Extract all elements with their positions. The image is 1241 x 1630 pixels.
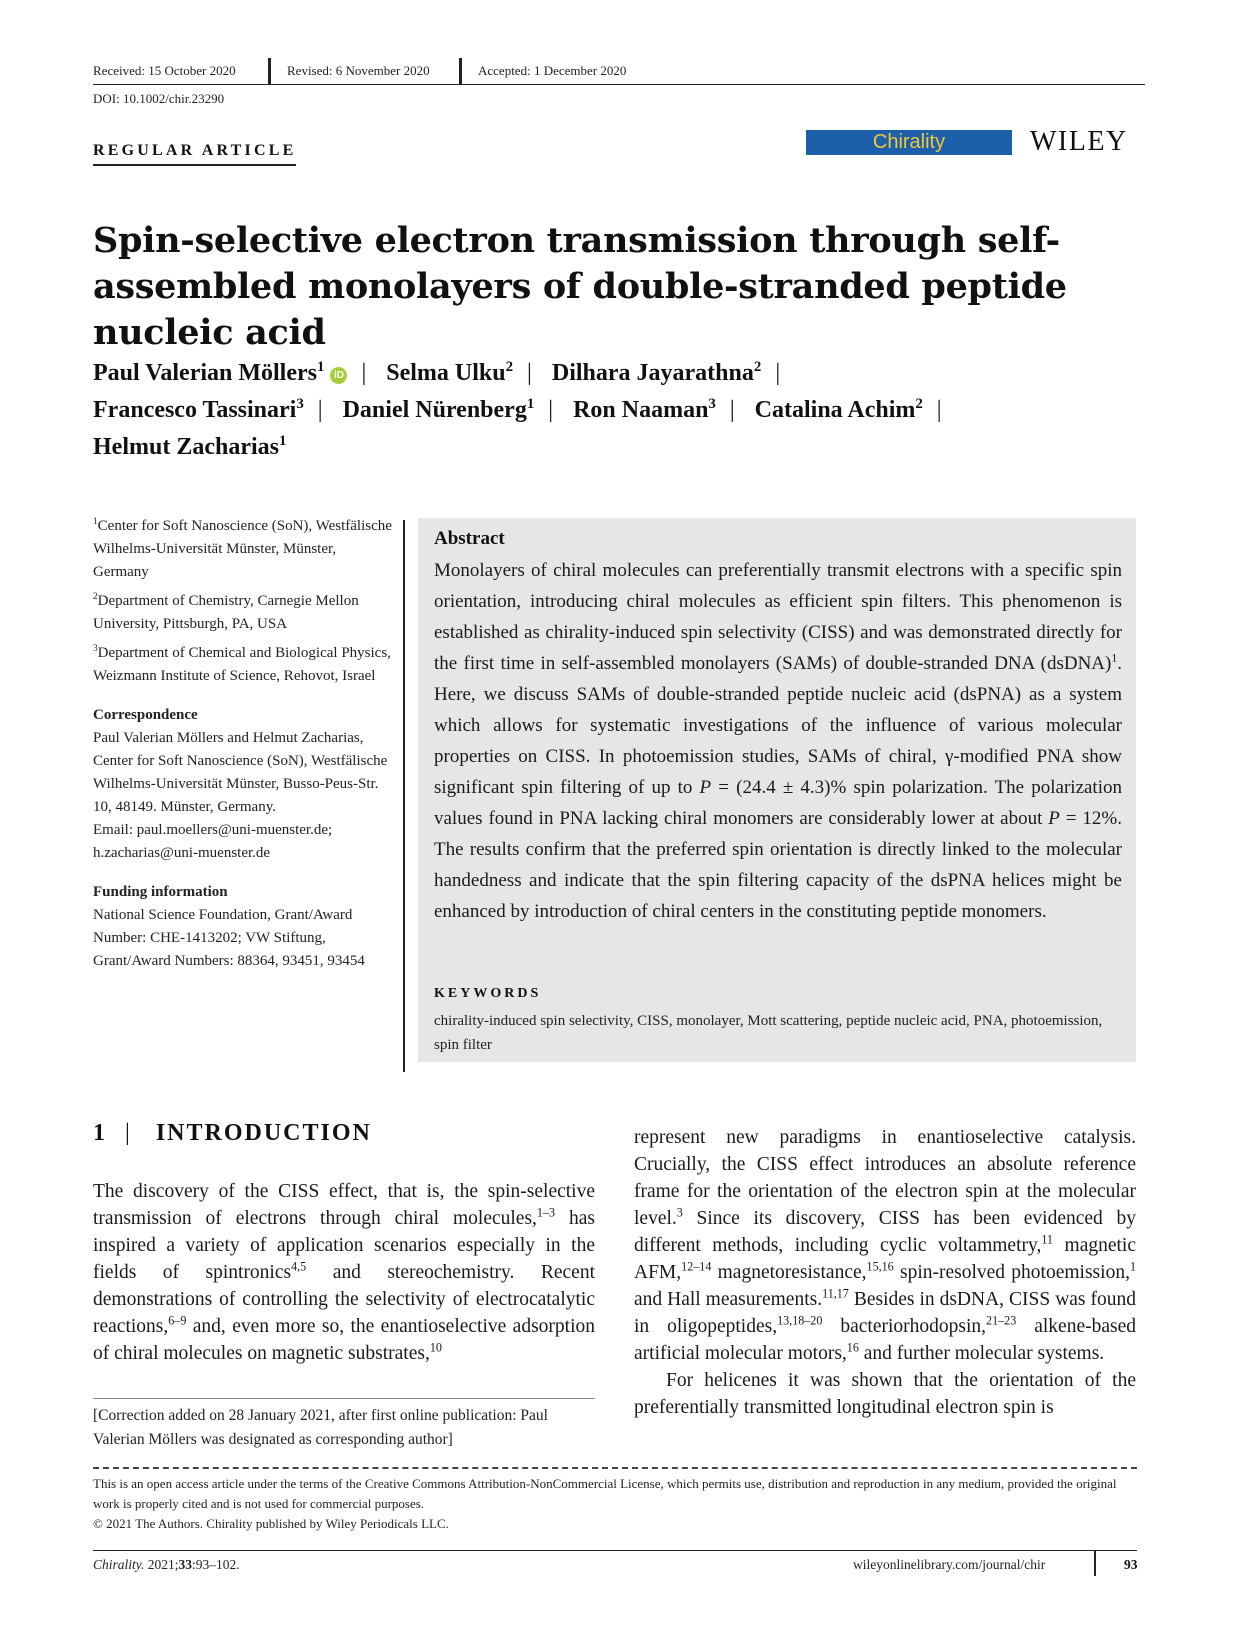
- header-divider: [459, 58, 462, 84]
- correspondence-heading: Correspondence: [93, 707, 198, 723]
- citation-ref[interactable]: 1–3: [536, 1205, 556, 1220]
- text-run: has inspired a variety of application scenarios especially in the fields of spintronics: [93, 1208, 595, 1283]
- author-name[interactable]: Paul Valerian Möllers$^1$: [93, 359, 325, 386]
- abstract-text: Monolayers of chiral molecules can preferentially transmit electrons with a specific spin orientation, introducing chiral molecules as efficient spin filters. This phenomenon is established as chirality-induced spin selectivity (CISS) and was demonstrated directly for the first time in self-assembled monolayers (SAMs) of double-stranded DNA (dsDNA)$^1$. Here, we discuss SAMs of double-stranded peptide nucleic acid (dsPNA) as a system which allows for systematic investigations of the influence of various molecular properties on CISS. In photoemission studies, SAMs of chiral, γ-modified PNA show significant spin filtering of up to P = (24.4 ± 4.3)% spin polarization. The polarization values found in PNA lacking chiral monomers are considerably lower at about P = 12%. The results confirm that the preferred spin orientation is directly linked to the molecular handedness and indicate that the spin filtering capacity of the dsPNA helices might be enhanced by introduction of chiral centers in the constituting peptide monomers.: [434, 560, 1123, 922]
- funding-heading: Funding information: [93, 884, 228, 900]
- footer-divider: [1094, 1550, 1096, 1576]
- correspondence-text: Paul Valerian Möllers and Helmut Zacharias, Center for Soft Nanoscience (SoN), Westfälische Wilhelms-Universität Münster, Busso-Peus-Str. 10, 48149. Münster, Germany.: [93, 730, 388, 815]
- text-run: spin-resolved photoemission,: [893, 1262, 1130, 1283]
- text-run: and further molecular systems.: [858, 1343, 1105, 1364]
- license-divider: [93, 1467, 1137, 1469]
- author-name[interactable]: Dilhara Jayarathna$^2$: [551, 359, 762, 386]
- citation-ref[interactable]: 21–23: [986, 1313, 1017, 1328]
- affiliations-panel: [93, 515, 393, 973]
- article-title: Spin-selective electron transmission through self-assembled monolayers of double-stranded peptide nucleic acid: [93, 220, 1067, 353]
- affiliation: $^3$Department of Chemical and Biological Physics, Weizmann Institute of Science, Rehovot, Israel: [93, 644, 391, 684]
- intro-paragraph-left: [93, 1178, 595, 1367]
- citation-ref[interactable]: 6–9: [168, 1313, 187, 1328]
- text-run: bacteriorhodopsin,: [822, 1316, 987, 1337]
- text-run: Since its discovery, CISS has been evidenced by different methods, including cyclic voltammetry,: [634, 1208, 1136, 1256]
- keywords-heading: KEYWORDS: [434, 986, 542, 1001]
- note-rule: [93, 1398, 595, 1399]
- column-divider: [403, 520, 405, 1072]
- license-text: This is an open access article under the terms of the Creative Commons Attribution-NonCommercial License, which permits use, distribution and reproduction in any medium, provided the original work is properly cited and is not used for commercial purposes. © 2021 The Authors. Chirality published by Wiley Periodicals LLC.: [93, 1476, 1117, 1531]
- intro-paragraph-right-2: For helicenes it was shown that the orientation of the preferentially transmitted longitudinal electron spin is: [634, 1370, 1136, 1418]
- text-run: and Hall measurements.: [634, 1289, 823, 1310]
- author-name[interactable]: Ron Naaman$^3$: [573, 396, 716, 423]
- author-name[interactable]: Daniel Nürenberg$^1$: [342, 396, 535, 423]
- funding-text: National Science Foundation, Grant/Award Number: CHE-1413202; VW Stiftung, Grant/Award Numbers: 88364, 93451, 93454: [93, 907, 365, 969]
- revised-date: Revised: 6 November 2020: [287, 63, 430, 78]
- footer-rule: [93, 1550, 1137, 1551]
- journal-logo: Chirality: [806, 130, 1012, 155]
- text-run: and stereochemistry. Recent demonstrations of controlling the selectivity of electrocatalytic reactions,: [93, 1262, 596, 1337]
- citation-ref[interactable]: 13,18–20: [777, 1313, 823, 1328]
- text-run: The discovery of the CISS effect, that is, the spin-selective transmission of electrons through chiral molecules,: [93, 1181, 595, 1229]
- received-date: Received: 15 October 2020: [93, 63, 236, 78]
- intro-paragraph-right: [634, 1124, 1136, 1367]
- text-run: magnetic AFM,: [634, 1235, 1136, 1283]
- header-divider: [268, 58, 271, 84]
- citation-ref[interactable]: 16: [846, 1340, 859, 1355]
- author-name[interactable]: Francesco Tassinari$^3$: [93, 396, 304, 423]
- affiliation: $^1$Center for Soft Nanoscience (SoN), Westfälische Wilhelms-Universität Münster, Münster, Germany: [93, 517, 392, 580]
- text-run: magnetoresistance,: [711, 1262, 867, 1283]
- text-run: and, even more so, the enantioselective adsorption of chiral molecules on magnetic substrates,: [93, 1316, 595, 1364]
- author-name[interactable]: Helmut Zacharias$^1$: [93, 433, 287, 460]
- doi[interactable]: DOI: 10.1002/chir.23290: [93, 91, 225, 106]
- keywords-text: chirality-induced spin selectivity, CISS, monolayer, Mott scattering, peptide nucleic acid, PNA, photoemission, spin filter: [434, 1013, 1103, 1053]
- citation: Chirality. 2021;33:93–102.: [93, 1557, 240, 1572]
- author-list: Paul Valerian Möllers$^1$iD | Selma Ulku$^2$ | Dilhara Jayarathna$^2$ | Francesco Tassinari$^3$ | Daniel Nürenberg$^1$ | Ron Naaman$^3$ | Catalina Achim$^2$ | Helmut Zacharias$^1$: [93, 359, 942, 460]
- correction-note: [Correction added on 28 January 2021, after first online publication: Paul Valerian Möllers was designated as corresponding author]: [93, 1407, 548, 1448]
- section-heading: 1 | INTRODUCTION: [93, 1120, 372, 1146]
- text-run: represent new paradigms in enantioselective catalysis. Crucially, the CISS effect introduces an absolute reference frame for the orientation of the electron spin at the molecular level.: [634, 1127, 1136, 1229]
- correspondence-email[interactable]: Email: paul.moellers@uni-muenster.de; h.zacharias@uni-muenster.de: [93, 822, 333, 861]
- author-name[interactable]: Catalina Achim$^2$: [754, 396, 923, 423]
- accepted-date: Accepted: 1 December 2020: [478, 63, 627, 78]
- citation-ref[interactable]: 10: [429, 1340, 442, 1355]
- citation-ref[interactable]: 4,5: [291, 1259, 307, 1274]
- citation-ref[interactable]: 12–14: [681, 1259, 712, 1274]
- citation-ref[interactable]: 11,17: [822, 1286, 849, 1301]
- citation-ref[interactable]: 1: [1129, 1259, 1136, 1274]
- abstract-heading: Abstract: [434, 528, 505, 549]
- publisher-logo: WILEY: [1030, 126, 1128, 157]
- affiliation: $^2$Department of Chemistry, Carnegie Mellon University, Pittsburgh, PA, USA: [93, 592, 359, 632]
- intro-column-right: [634, 1124, 1136, 1421]
- text-run: alkene-based artificial molecular motors,: [634, 1316, 1136, 1364]
- orcid-icon[interactable]: iD: [330, 367, 347, 384]
- article-type: REGULAR ARTICLE: [93, 142, 296, 166]
- journal-url[interactable]: wileyonlinelibrary.com/journal/chir: [853, 1557, 1046, 1572]
- citation-ref[interactable]: 11: [1041, 1232, 1053, 1247]
- citation-ref[interactable]: 15,16: [866, 1259, 894, 1274]
- text-run: Besides in dsDNA, CISS was found in oligopeptides,: [634, 1289, 1136, 1337]
- page-number: 93: [1124, 1557, 1138, 1572]
- header-rule: [93, 84, 1145, 85]
- citation-ref[interactable]: 3: [676, 1205, 683, 1220]
- author-name[interactable]: Selma Ulku$^2$: [386, 359, 514, 386]
